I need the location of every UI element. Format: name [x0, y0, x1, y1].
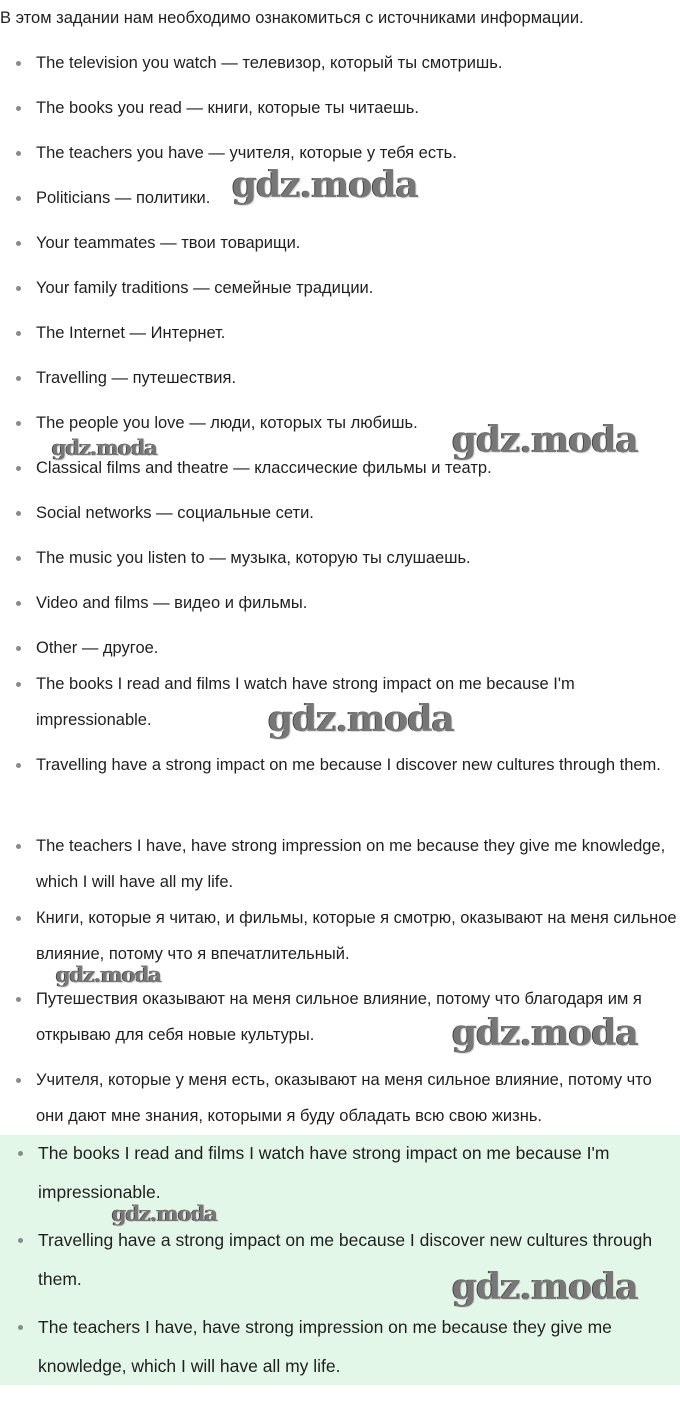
bullet-icon — [16, 1078, 21, 1083]
watermark-logo: gdz.moda — [52, 435, 158, 460]
list-item-text: The teachers I have, have strong impression on me because they give me knowledge, which I will have all my life. — [36, 837, 666, 891]
list-item-text: Travelling — путешествия. — [36, 369, 237, 387]
watermark-logo: gdz.moda — [112, 1201, 218, 1226]
list-item-text: Your teammates — твои товарищи. — [36, 234, 301, 252]
watermark-logo: gdz.moda — [452, 1266, 638, 1308]
bullet-icon — [18, 1151, 23, 1156]
watermark-logo: gdz.moda — [56, 962, 162, 987]
list-item-text: The Internet — Интернет. — [36, 324, 226, 342]
highlighted-item-text: Travelling have a strong impact on me because I discover new cultures through them. — [38, 1230, 653, 1289]
watermark-logo: gdz.moda — [232, 164, 418, 206]
list-item-text: Video and films — видео и фильмы. — [36, 594, 308, 612]
bullet-icon — [16, 682, 21, 687]
bullet-icon — [16, 916, 21, 921]
list-item-text: Other — другое. — [36, 639, 159, 657]
bullet-icon — [18, 1238, 23, 1243]
bullet-icon — [16, 466, 21, 471]
watermark-logo: gdz.moda — [268, 698, 454, 740]
bullet-icon — [16, 376, 21, 381]
list-item-text: The music you listen to — музыка, которую ты слушаешь. — [36, 549, 471, 567]
bullet-icon — [16, 106, 21, 111]
list-item-text: The people you love — люди, которых ты любишь. — [36, 414, 418, 432]
list-item-text: The books I read and films I watch have strong impact on me because I'm impressionable. — [36, 675, 575, 729]
bullet-icon — [16, 286, 21, 291]
list-item-text: Politicians — политики. — [36, 189, 211, 207]
watermark-logo: gdz.moda — [452, 1012, 638, 1054]
highlighted-item-text: The books I read and films I watch have strong impact on me because I'm impressionable. — [38, 1143, 610, 1202]
list-item-text: Social networks — социальные сети. — [36, 504, 314, 522]
bullet-icon — [16, 331, 21, 336]
highlighted-answer-block — [0, 1135, 680, 1385]
bullet-icon — [16, 196, 21, 201]
bullet-icon — [16, 421, 21, 426]
list-item-text: Учителя, которые у меня есть, оказывают на меня сильное влияние, потому что они дают мне знания, которыми я буду обладать всю свою жизнь. — [36, 1071, 652, 1125]
list-item-text: Travelling have a strong impact on me because I discover new cultures through them. — [36, 756, 661, 774]
bullet-icon — [16, 646, 21, 651]
list-item-text: Путешествия оказывают на меня сильное влияние, потому что благодаря им я открываю для себя новые культуры. — [36, 990, 642, 1044]
bullet-icon — [16, 844, 21, 849]
bullet-icon — [16, 151, 21, 156]
bullet-icon — [16, 556, 21, 561]
list-item-text: Your family traditions — семейные традиции. — [36, 279, 374, 297]
list-item-text: The television you watch — телевизор, который ты смотришь. — [36, 54, 503, 72]
intro-text: В этом задании нам необходимо ознакомиться с источниками информации. — [0, 9, 584, 27]
list-item-text: Книги, которые я читаю, и фильмы, которые я смотрю, оказывают на меня сильное влияние, потому что я впечатлительный. — [36, 909, 677, 963]
list-item-text: Classical films and theatre — классические фильмы и театр. — [36, 459, 492, 477]
bullet-icon — [16, 241, 21, 246]
bullet-icon — [16, 997, 21, 1002]
highlighted-item-text: The teachers I have, have strong impression on me because they give me knowledge, which I will have all my life. — [38, 1317, 612, 1376]
list-item-text: The teachers you have — учителя, которые у тебя есть. — [36, 144, 457, 162]
bullet-icon — [18, 1325, 23, 1330]
watermark-logo: gdz.moda — [452, 419, 638, 461]
bullet-icon — [16, 61, 21, 66]
bullet-icon — [16, 511, 21, 516]
bullet-icon — [16, 601, 21, 606]
bullet-icon — [16, 763, 21, 768]
list-item-text: The books you read — книги, которые ты читаешь. — [36, 99, 419, 117]
